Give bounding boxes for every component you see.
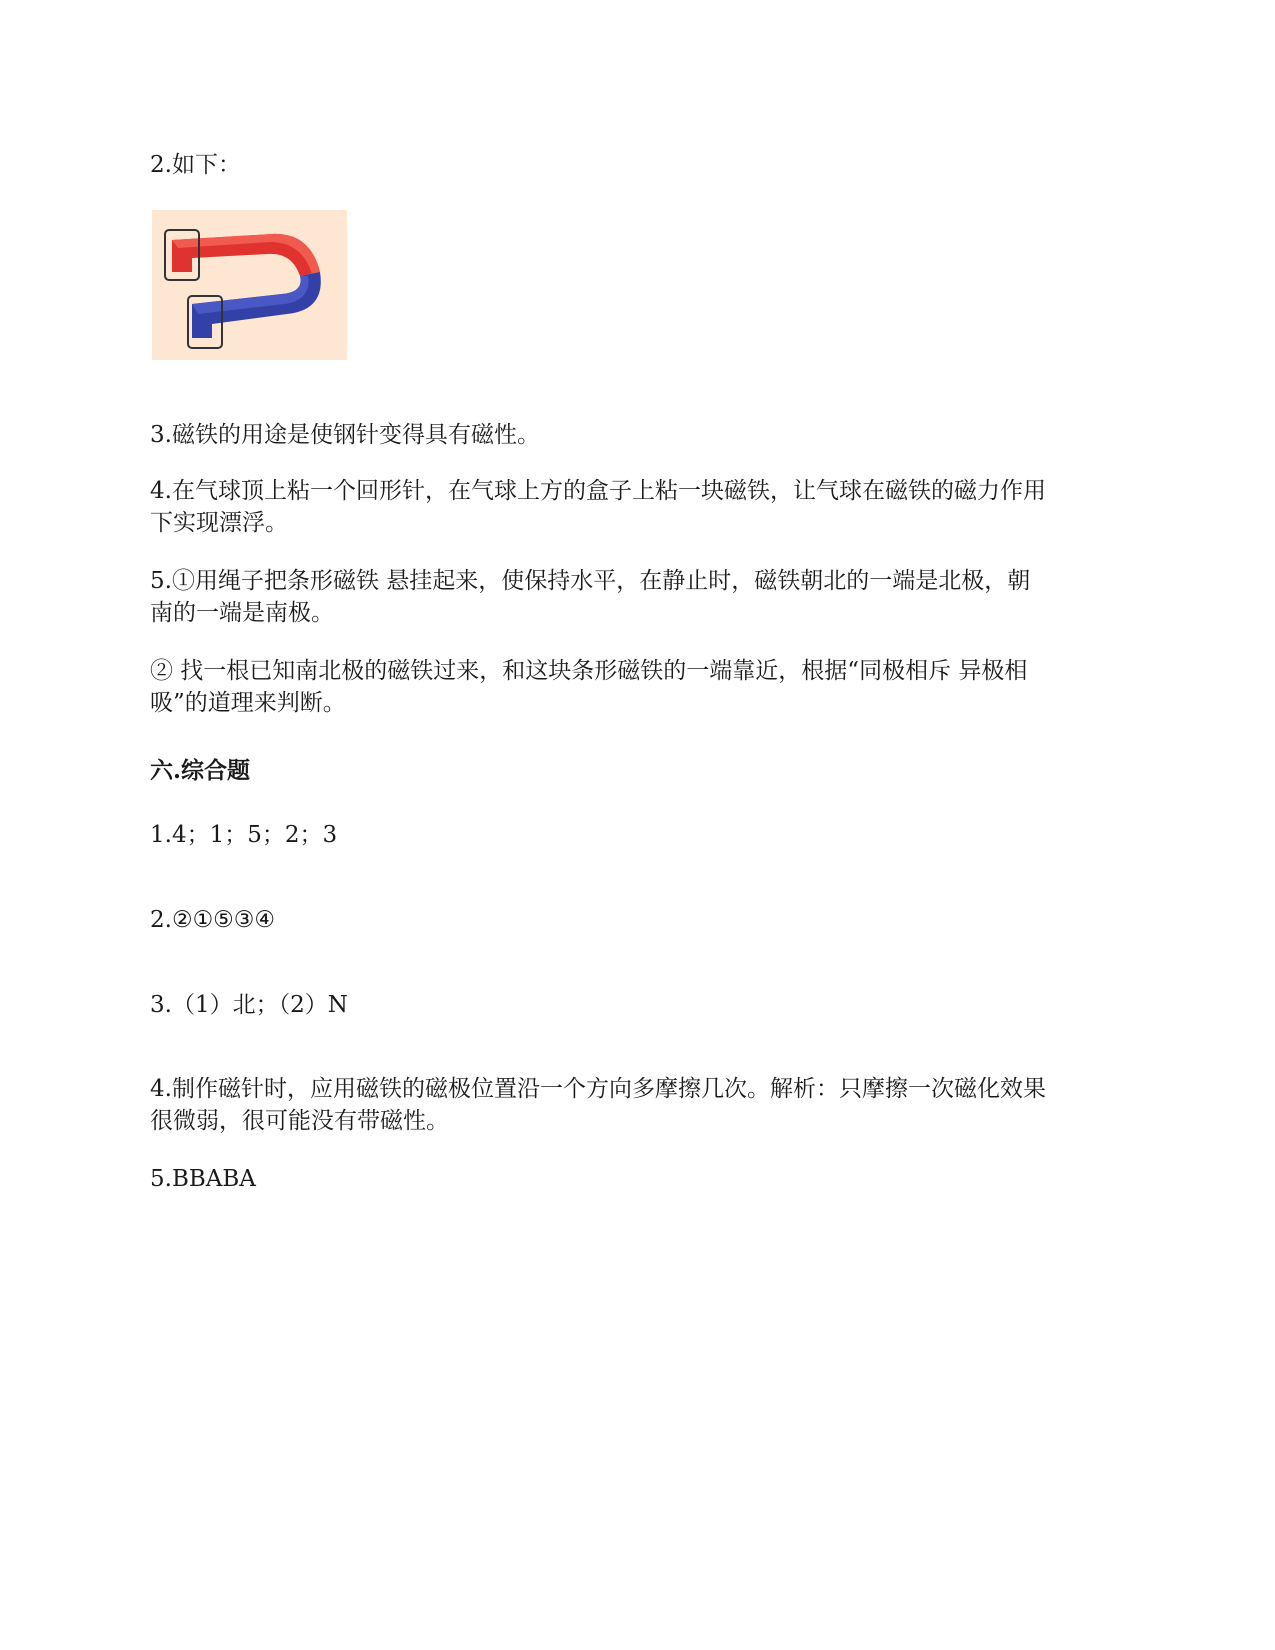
q2-label: 2.如下： xyxy=(150,152,241,178)
section6-heading: 六.综合题 xyxy=(150,757,251,784)
q5b-text-line2: 吸”的道理来判断。 xyxy=(150,690,346,716)
horseshoe-magnet-icon xyxy=(152,210,347,360)
section6-answer-4-line1: 4.制作磁针时，应用磁铁的磁极位置沿一个方向多摩擦几次。解析：只摩擦一次磁化效果 xyxy=(150,1076,1046,1102)
q3-text: 3.磁铁的用途是使钢针变得具有磁性。 xyxy=(150,422,540,448)
section6-answer-3: 3.（1）北；（2）N xyxy=(150,992,348,1018)
q5a-text-line2: 南的一端是南极。 xyxy=(150,600,334,626)
q4-text-line2: 下实现漂浮。 xyxy=(150,510,288,536)
q4-text-line1: 4.在气球顶上粘一个回形针，在气球上方的盒子上粘一块磁铁，让气球在磁铁的磁力作用 xyxy=(150,478,1046,504)
section6-answer-2: 2.②①⑤③④ xyxy=(150,907,276,933)
q5a-text-line1: 5.①用绳子把条形磁铁 悬挂起来，使保持水平，在静止时，磁铁朝北的一端是北极，朝 xyxy=(150,568,1031,594)
section6-answer-4-line2: 很微弱，很可能没有带磁性。 xyxy=(150,1108,449,1134)
section6-answer-5: 5.BBABA xyxy=(150,1166,256,1192)
horseshoe-magnet-figure xyxy=(152,210,347,360)
section6-answer-1: 1.4；1；5；2；3 xyxy=(150,822,338,848)
q5b-text-line1: ② 找一根已知南北极的磁铁过来，和这块条形磁铁的一端靠近，根据“同极相斥 异极相 xyxy=(150,658,1028,684)
